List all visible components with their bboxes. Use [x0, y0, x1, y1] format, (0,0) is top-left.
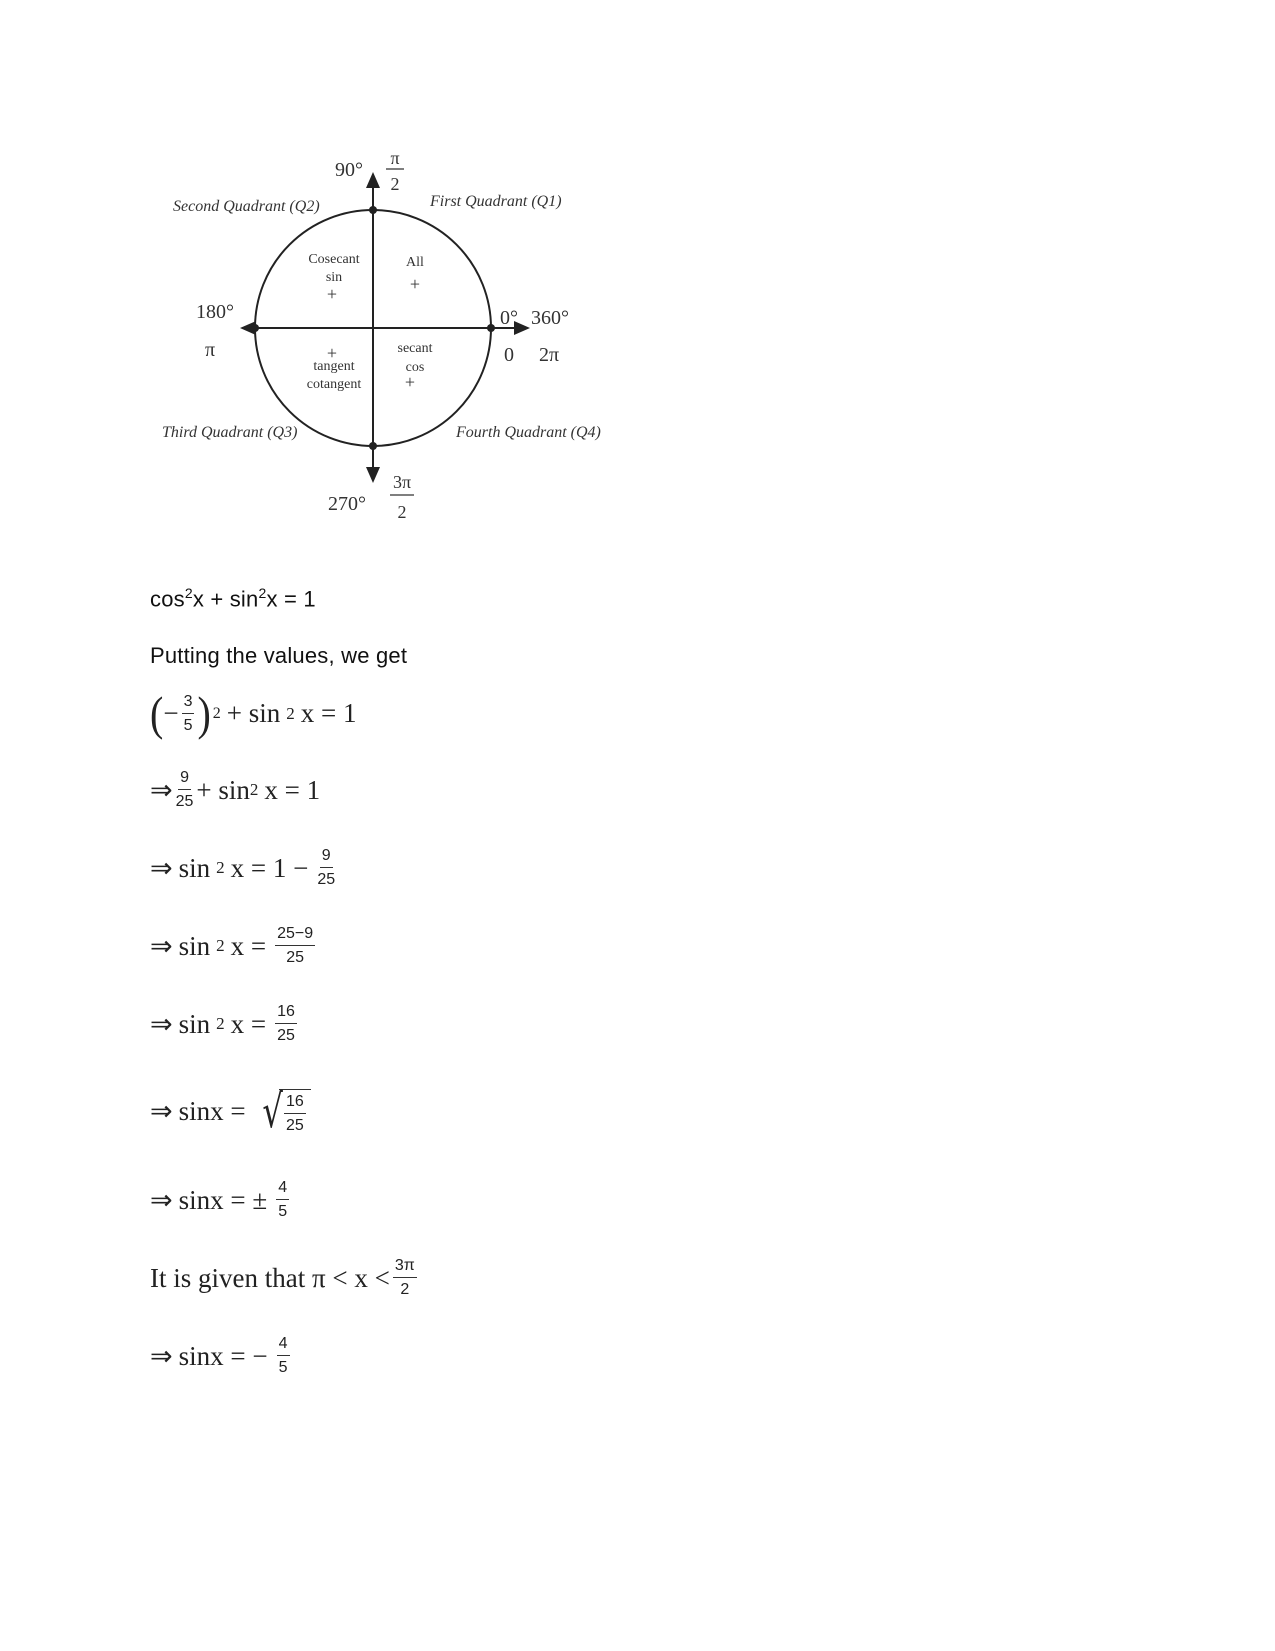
identity-cos: cos: [150, 586, 185, 612]
implies-arrow-icon: ⇒: [150, 1095, 173, 1126]
q2-text-1: Cosecant: [308, 252, 360, 267]
result-den: 5: [278, 1359, 288, 1376]
result-mid: sinx = −: [178, 1340, 268, 1371]
q3-text-2: tangent: [313, 359, 355, 374]
step-4-fraction: [275, 926, 315, 966]
q3-title: Third Quadrant (Q3): [162, 424, 298, 441]
up-arrow-icon: [366, 172, 380, 188]
given-text: It is given that π < x <: [150, 1262, 390, 1293]
step-3-den: 25: [317, 871, 336, 888]
implies-arrow-icon: ⇒: [150, 774, 173, 805]
step-2-num: 9: [178, 770, 191, 790]
step-5-den: 25: [277, 1027, 295, 1044]
q1-text-2: +: [409, 274, 421, 294]
final-result: [150, 1336, 293, 1376]
step-7-fraction: [276, 1180, 289, 1220]
intro-text: Putting the values, we get: [150, 643, 408, 668]
step-3-lead: sin: [178, 852, 211, 883]
step-1-den: 5: [183, 716, 193, 734]
step-5-mid: x =: [230, 1008, 267, 1039]
identity-part-2: x = 1: [266, 586, 316, 612]
right-rad-zero-label: 0: [504, 344, 514, 366]
step-3-num: 9: [320, 848, 333, 868]
bottom-rad-numerator: 3π: [392, 472, 412, 492]
step-6-num: 16: [284, 1094, 306, 1114]
q4-text-2: cos: [405, 360, 425, 375]
q3-text-1: +: [326, 343, 338, 363]
radicand: [279, 1089, 311, 1134]
implies-arrow-icon: ⇒: [150, 1008, 173, 1039]
right-degree-360-label: 360°: [531, 307, 569, 329]
identity-sup-1: 2: [184, 585, 193, 601]
step-6: [150, 1084, 311, 1138]
top-rad-numerator: π: [390, 148, 400, 168]
q4-title: Fourth Quadrant (Q4): [456, 424, 601, 441]
down-arrow-icon: [366, 467, 380, 483]
step-4-den: 25: [286, 949, 305, 966]
step-3-mid: x = 1 −: [230, 852, 309, 883]
step-3: ⇒ sin 2 x = 1 − $\frac{9}{25}$: [150, 847, 336, 888]
q2-text-2: sin: [325, 270, 343, 285]
identity-part-1: x + sin: [192, 586, 259, 612]
step-7: [150, 1180, 292, 1220]
step-7-den: 5: [278, 1203, 288, 1220]
dot-bottom: [369, 442, 377, 450]
implies-arrow-icon: ⇒: [150, 1184, 173, 1215]
implies-arrow-icon: ⇒: [150, 930, 173, 961]
step-2-fraction: [176, 770, 194, 810]
step-6-fraction: [284, 1094, 306, 1134]
step-5-fraction: [275, 1004, 297, 1044]
step-5-num: 16: [275, 1004, 297, 1024]
step-5: ⇒ sin 2 x = $\frac{16}{25}$: [150, 1003, 295, 1044]
step-1-rest: + sin: [226, 698, 281, 728]
dot-left: [251, 324, 259, 332]
radical-icon: √: [262, 1084, 283, 1138]
result-num: 4: [277, 1336, 290, 1356]
given-condition: [150, 1258, 420, 1298]
step-2-den: 25: [175, 793, 194, 810]
top-rad-denominator: 2: [390, 174, 400, 194]
dot-right: [487, 324, 495, 332]
step-1-num: 3: [182, 694, 195, 714]
identity-sup-2: 2: [258, 585, 267, 601]
right-rad-2pi-label: 2π: [539, 344, 560, 366]
left-paren: (: [150, 686, 164, 741]
q4-text-3: +: [404, 372, 416, 392]
step-5-lead: sin: [178, 1008, 211, 1039]
step-3-fraction: [317, 848, 335, 888]
unit-circle-svg: [150, 140, 650, 560]
step-1-power: 2: [212, 704, 221, 722]
top-degree-label: 90°: [335, 159, 363, 181]
bottom-degree-label: 270°: [328, 493, 366, 515]
result-fraction: [277, 1336, 290, 1376]
left-degree-label: 180°: [196, 301, 234, 323]
right-degree-zero-label: 0°: [500, 307, 518, 329]
given-num: 3π: [393, 1258, 417, 1278]
q2-title: Second Quadrant (Q2): [173, 198, 320, 215]
step-4-num: 25−9: [275, 926, 315, 946]
square-root: [258, 1084, 311, 1138]
implies-arrow-icon: ⇒: [150, 1340, 173, 1371]
right-paren: ): [197, 686, 211, 741]
bottom-rad-denominator: 2: [397, 502, 407, 522]
step-7-num: 4: [276, 1180, 289, 1200]
step-6-mid: sinx =: [178, 1095, 246, 1126]
q4-text-1: secant: [397, 341, 433, 356]
given-den: 2: [400, 1281, 410, 1298]
step-1-tail: x = 1: [300, 698, 357, 728]
q2-text-3: +: [326, 284, 338, 304]
step-2-rest: + sin: [196, 774, 250, 805]
identity-equation: [150, 585, 316, 612]
step-4-mid: x =: [230, 930, 267, 961]
step-4-lead: sin: [178, 930, 211, 961]
q3-text-3: cotangent: [306, 377, 362, 392]
dot-top: [369, 206, 377, 214]
given-fraction: [393, 1258, 417, 1298]
q1-title: First Quadrant (Q1): [430, 193, 562, 210]
step-2-tail: x = 1: [264, 774, 321, 805]
implies-arrow-icon: ⇒: [150, 852, 173, 883]
step-4: ⇒ sin 2 x = $\frac{25-9}{25}$: [150, 925, 314, 966]
step-2: ⇒ $\frac{9}{25}$ + sin 2 x = 1: [150, 769, 321, 810]
step-6-den: 25: [285, 1117, 304, 1134]
left-rad-label: π: [205, 339, 216, 361]
step-7-mid: sinx = ±: [178, 1184, 268, 1215]
step-1-fraction: [182, 694, 195, 734]
step-1: ( − $\frac{3}{5}$ ) 2 + sin 2 x = 1: [150, 686, 357, 741]
unit-circle-diagram: [150, 140, 650, 560]
step-1-neg: −: [163, 698, 179, 728]
q1-text-1: All: [406, 255, 424, 270]
